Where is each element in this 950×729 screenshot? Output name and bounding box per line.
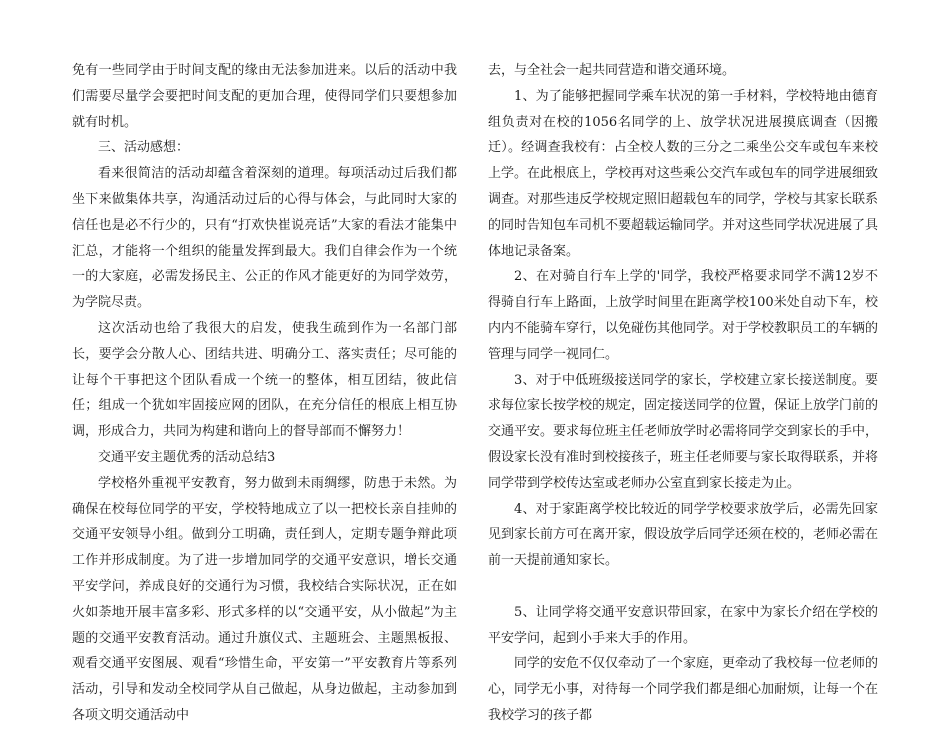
list-item-1: 1、为了能够把握同学乘车状况的第一手材料，学校特地由德育组负责对在校的1056名同学的上、放学状况进展摸底调查（因搬迁）。经调查我校有：占全校人数的三分之二乘坐公交车或包车来校上学。在此根底上，学校再对这些乘公交汽车或包车的同学进展细致调查。对那些违反学校规定照旧超载包车的同学，学校与其家长联系的同时告知包车司机不要超载运输同学。并对这些同学状况进展了具体地记录备案。 bbox=[488, 88, 879, 259]
left-column bbox=[72, 58, 457, 729]
paragraph-continued-right: 去，与全社会一起共同营造和谐交通环境。 bbox=[488, 63, 736, 78]
paragraph-reflection: 看来很简洁的活动却蕴含着深刻的道理。每项活动过后我们都坐下来做集体共享，沟通活动过后的心得与体会，与此同时大家的信任也是必不行少的，只有“打欢快崔说亮话”大家的看法才能集中汇总，才能将一个组织的能量发挥到最大。我们自律会作为一个统一的大家庭，必需发扬民主、公正的作风才能更好的为同学效劳，为学院尽责。 bbox=[72, 166, 457, 311]
article-title-summary-3: 交通平安主题优秀的活动总结3 bbox=[98, 449, 276, 465]
paragraph-inspiration: 这次活动也给了我很大的启发，使我生疏到作为一名部门部长，要学会分散人心、团结共进、明确分工、落实责任；尽可能的让每个干事把这个团队看成一个统一的整体，相互团结，彼此信任；组成一个犹如牢固接应网的团队，在充分信任的根底上相互协调，形成合力，共同为构建和谐向上的督导部而不懈努力！ bbox=[72, 320, 457, 440]
right-column bbox=[488, 58, 878, 729]
list-item-5: 5、让同学将交通平安意识带回家，在家中为家长介绍在学校的平安学问，起到小手来大手的作用。 bbox=[488, 604, 878, 646]
paragraph-closing: 同学的安危不仅仅牵动了一个家庭，更牵动了我校每一位老师的心，同学无小事，对待每一个同学我们都是细心加耐烦，让每一个在我校学习的孩子都 bbox=[488, 656, 879, 723]
paragraph-continued: 免有一些同学由于时间支配的缘由无法参加进来。以后的活动中我们需要尽量学会要把时间支配的更加合理，使得同学们只要想参加就有时机。 bbox=[72, 63, 457, 130]
blank-line bbox=[488, 574, 878, 600]
list-item-2: 2、在对骑自行车上学的'同学，我校严格要求同学不满12岁不得骑自行车上路面，上放学时间里在距离学校100米处自动下车，校内内不能骑车穿行，以免碰伤其他同学。对于学校教职员工的车辆的管理与同学一视同仁。 bbox=[488, 269, 879, 362]
list-item-4: 4、对于家距离学校比较近的同学学校要求放学后，必需先回家见到家长前方可在离开家，假设放学后同学还须在校的，老师必需在前一天提前通知家长。 bbox=[488, 501, 879, 569]
paragraph-safety-education: 学校格外重视平安教育，努力做到未雨绸缪，防患于未然。为确保在校每位同学的平安，学校特地成立了以一把校长亲自挂帅的交通平安领导小组。做到分工明确，责任到人，定期专题争辩此项工作并形成制度。为了进一步增加同学的交通平安意识，增长交通平安学问，养成良好的交通行为习惯，我校结合实际状况，正在如火如荼地开展丰富多彩、形式多样的以“交通平安，从小做起”为主题的交通平安教育活动。通过升旗仪式、主题班会、主题黑板报、观看交通平安图展、观看“珍惜生命，平安第一”平安教育片等系列活动，引导和发动全校同学从自己做起，从身边做起，主动参加到各项文明交通活动中 bbox=[72, 475, 457, 723]
section-heading-feelings: 三、活动感想： bbox=[98, 140, 190, 156]
list-item-3: 3、对于中低班级接送同学的家长，学校建立家长接送制度。要求每位家长按学校的规定，固定接送同学的位置，保证上放学门前的交通平安。要求每位班主任老师放学时必需将同学交到家长的手中，假设家长没有准时到校接孩子，班主任老师要与家长取得联系，并将同学带到学校传达室或老师办公室直到家长接走为止。 bbox=[488, 372, 879, 491]
